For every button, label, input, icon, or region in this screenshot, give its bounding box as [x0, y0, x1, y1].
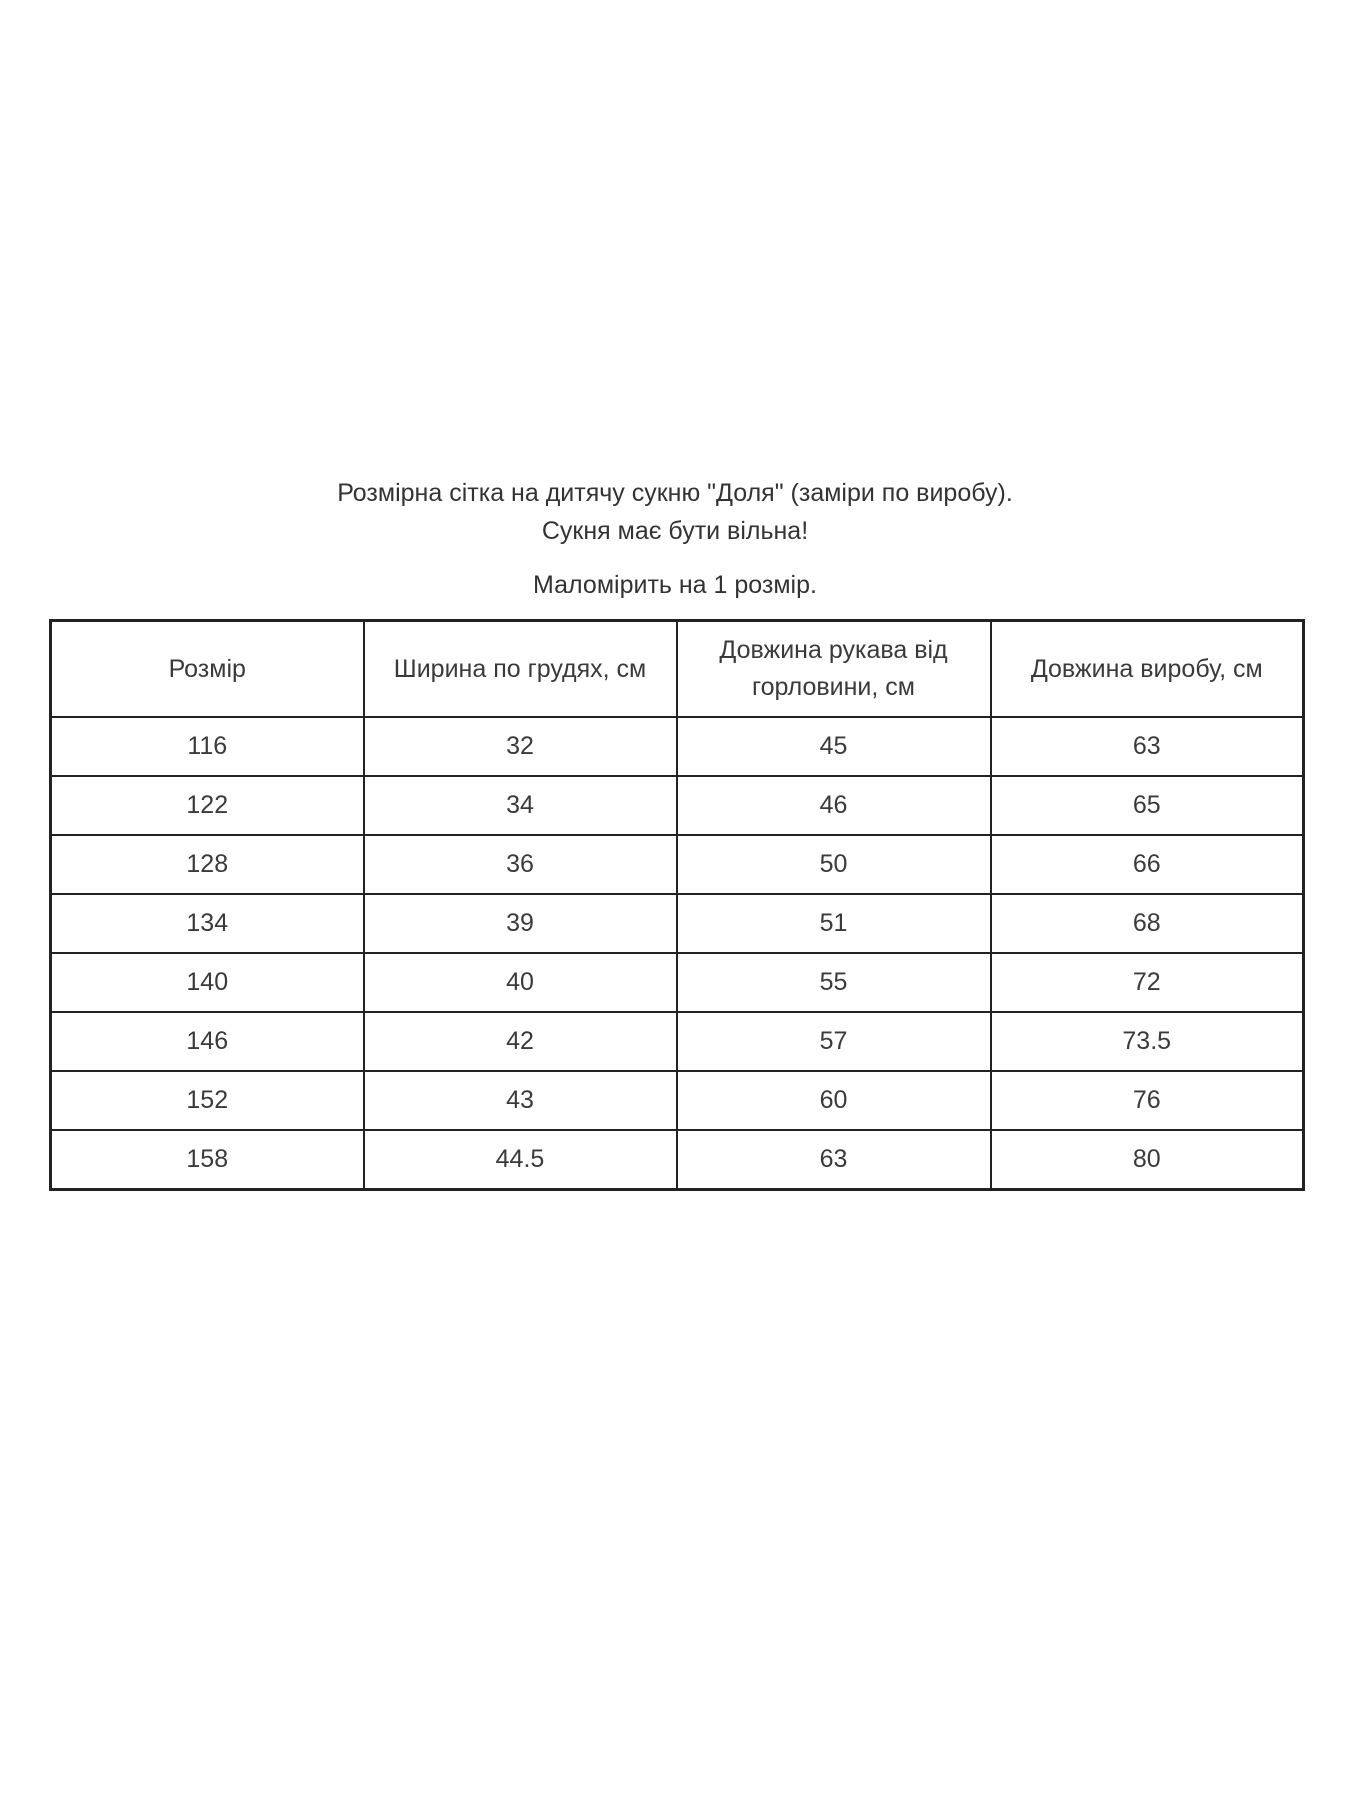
size-note: Маломірить на 1 розмір.: [533, 571, 817, 599]
table-row: [51, 1071, 1304, 1130]
cell-garment-length: 68: [991, 894, 1304, 953]
header-chest-width: Ширина по грудях, см: [364, 621, 677, 718]
cell-garment-length: 76: [991, 1071, 1304, 1130]
size-table-header: [51, 621, 1304, 718]
cell-sleeve-length: 60: [677, 1071, 991, 1130]
cell-sleeve-length: 45: [677, 717, 991, 776]
cell-sleeve-length: 57: [677, 1012, 991, 1071]
chart-title: Розмірна сітка на дитячу сукню "Доля" (заміри по виробу).: [337, 479, 1013, 507]
table-row: [51, 894, 1304, 953]
header-size: Розмір: [51, 621, 364, 718]
cell-garment-length: 66: [991, 835, 1304, 894]
table-row: [51, 1012, 1304, 1071]
cell-sleeve-length: 50: [677, 835, 991, 894]
cell-size: 122: [51, 776, 364, 835]
cell-size: 146: [51, 1012, 364, 1071]
header-garment-length: Довжина виробу, см: [991, 621, 1304, 718]
cell-chest-width: 42: [364, 1012, 677, 1071]
cell-size: 158: [51, 1130, 364, 1190]
cell-chest-width: 40: [364, 953, 677, 1012]
cell-sleeve-length: 55: [677, 953, 991, 1012]
cell-chest-width: 43: [364, 1071, 677, 1130]
cell-size: 152: [51, 1071, 364, 1130]
table-row: [51, 717, 1304, 776]
cell-garment-length: 65: [991, 776, 1304, 835]
table-row: [51, 953, 1304, 1012]
size-table: [49, 619, 1305, 1191]
table-row: [51, 1130, 1304, 1190]
cell-size: 134: [51, 894, 364, 953]
cell-garment-length: 73.5: [991, 1012, 1304, 1071]
table-row: [51, 776, 1304, 835]
cell-sleeve-length: 51: [677, 894, 991, 953]
size-table-body: [51, 717, 1304, 1190]
table-row: [51, 835, 1304, 894]
cell-garment-length: 80: [991, 1130, 1304, 1190]
cell-size: 116: [51, 717, 364, 776]
cell-chest-width: 36: [364, 835, 677, 894]
cell-chest-width: 44.5: [364, 1130, 677, 1190]
cell-sleeve-length: 46: [677, 776, 991, 835]
cell-size: 140: [51, 953, 364, 1012]
cell-size: 128: [51, 835, 364, 894]
chart-intro: [0, 474, 1350, 550]
cell-chest-width: 34: [364, 776, 677, 835]
header-row: [51, 621, 1304, 718]
cell-chest-width: 32: [364, 717, 677, 776]
header-sleeve-length: Довжина рукава від горловини, см: [677, 621, 991, 718]
fit-notice: Сукня має бути вільна!: [541, 517, 809, 545]
cell-garment-length: 72: [991, 953, 1304, 1012]
cell-garment-length: 63: [991, 717, 1304, 776]
cell-chest-width: 39: [364, 894, 677, 953]
cell-sleeve-length: 63: [677, 1130, 991, 1190]
